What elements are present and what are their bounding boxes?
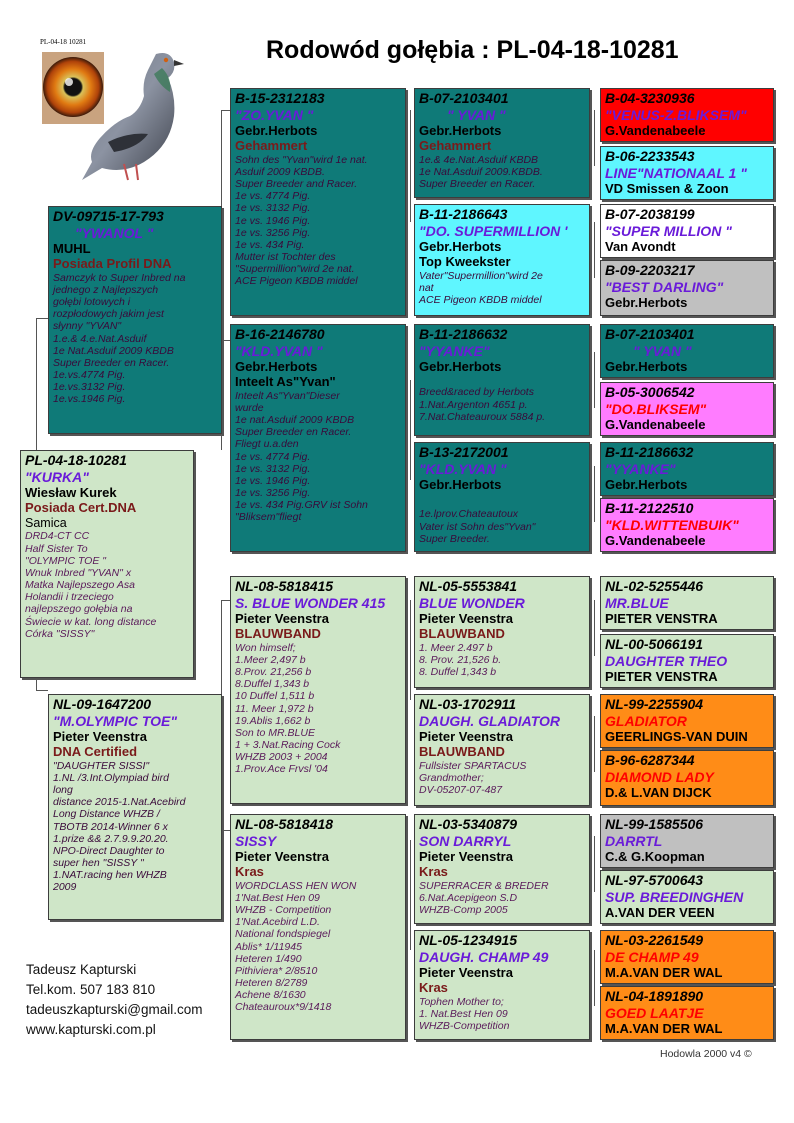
father-notes: Samczyk to Super Inbred na jednego z Najlepszych gołębi lotowych i rozpłodowych jakim jest słynny "YVAN" 1.e.& 4.e.Nat.Asduif 1e Nat.Asduif 2009 KBDB Super Breeder en Racer. 1e.vs.4774 Pig. 1e.vs.3132 Pig. 1e.vs.1946 Pig. [53, 271, 186, 406]
g4-ring: NL-04-1891890 [605, 988, 704, 1004]
subject-sex: Samica [25, 515, 67, 530]
mother-owner: Pieter Veenstra [53, 729, 147, 745]
mother-dna: DNA Certified [53, 744, 138, 760]
g4-owner: Gebr.Herbots [605, 295, 688, 311]
g4-owner: PIETER VENSTRA [605, 669, 718, 685]
ffm-owner2: Top Kweekster [419, 254, 511, 270]
mff-card[interactable] [414, 576, 590, 688]
fm-owner: Gebr.Herbots [235, 359, 318, 375]
ff-notes: Sohn des "Yvan"wird 1e nat. Asduif 2009 KBDB. Super Breeder and Racer. 1e vs. 4774 Pig. 1e vs. 3132 Pig. 1e vs. 1946 Pig. 1e vs. 3256 Pig. 1e vs. 434 Pig. Mutter ist Tochter des "Supermillion"wird 2e nat. ACE Pigeon KBDB middel [235, 153, 368, 288]
mfm-color: BLAUWBAND [419, 744, 505, 760]
g4-card-7[interactable] [600, 442, 774, 496]
g4-owner: M.A.VAN DER WAL [605, 1021, 723, 1037]
subject-pigeon-card[interactable] [20, 450, 194, 678]
ff-ring: B-15-2312183 [235, 90, 325, 106]
g4-ring: NL-02-5255446 [605, 578, 704, 594]
g4-owner: GEERLINGS-VAN DUIN [605, 729, 748, 745]
ffm-card[interactable] [414, 204, 590, 316]
fmf-card[interactable] [414, 324, 590, 436]
g4-card-10[interactable] [600, 634, 774, 688]
g4-owner: G.Vandenabeele [605, 123, 706, 139]
mfm-name: DAUGH. GLADIATOR [419, 712, 561, 729]
g4-card-2[interactable] [600, 146, 774, 200]
ffm-owner: Gebr.Herbots [419, 239, 502, 255]
g4-name: GLADIATOR [605, 712, 687, 729]
contact-website[interactable]: www.kapturski.com.pl [26, 1022, 156, 1037]
mff-owner: Pieter Veenstra [419, 611, 513, 627]
father-dna: Posiada Profil DNA [53, 256, 172, 272]
mm-name: SISSY [235, 832, 277, 849]
mmm-notes: Tophen Mother to; 1. Nat.Best Hen 09 WHZB-Competition [419, 995, 510, 1033]
g4-name: MR.BLUE [605, 594, 669, 611]
g4-name: "BEST DARLING" [605, 278, 724, 295]
mm-owner: Pieter Veenstra [235, 849, 329, 865]
mm-notes: WORDCLASS HEN WON 1'Nat.Best Hen 09 WHZB - Competition 1'Nat.Acebird L.D. National fondspiegel Ablis* 1/11945 Heteren 1/490 Pithiviera* 2/8510 Heteren 8/2789 Achene 8/1630 Chateauroux*9/1418 [235, 879, 357, 1014]
subject-notes: DRD4-CT CC Half Sister To "OLYMPIC TOE " Wnuk Inbred "YVAN" x Matka Najlepszego Asa Holandii i trzeciego najlepszego gołębia na Świecie w kat. long distance Córka "SISSY" [25, 530, 157, 640]
contact-name: Tadeusz Kapturski [26, 962, 137, 977]
g4-name: DIAMOND LADY [605, 768, 714, 785]
g4-card-16[interactable] [600, 986, 774, 1040]
connector-line [221, 340, 230, 341]
mmf-name: SON DARRYL [419, 832, 512, 849]
fff-ring: B-07-2103401 [419, 90, 509, 106]
contact-phone: Tel.kom. 507 183 810 [26, 982, 156, 997]
g4-owner: A.VAN DER VEEN [605, 905, 715, 921]
g4-card-9[interactable] [600, 576, 774, 630]
fm-owner2: Inteelt As"Yvan" [235, 374, 336, 390]
g4-ring: NL-99-1585506 [605, 816, 704, 832]
g4-ring: B-11-2122510 [605, 500, 694, 516]
eye-image [42, 52, 104, 124]
connector-line [594, 352, 595, 408]
g4-owner: C.& G.Koopman [605, 849, 705, 865]
mf-color: BLAUWBAND [235, 626, 321, 642]
g4-ring: NL-97-5700643 [605, 872, 704, 888]
g4-ring: B-04-3230936 [605, 90, 695, 106]
ff-owner: Gebr.Herbots [235, 123, 318, 139]
father-ring: DV-09715-17-793 [53, 208, 164, 224]
g4-card-4[interactable] [600, 260, 774, 316]
fmf-name: "YYANKE" [419, 342, 490, 359]
subject-name: "KURKA" [25, 468, 89, 485]
fm-name: "KLD.YVAN " [235, 342, 323, 359]
mf-owner: Pieter Veenstra [235, 611, 329, 627]
connector-line [594, 110, 595, 166]
g4-name: "KLD.WITTENBUIK" [605, 516, 739, 533]
fff-owner2: Gehammert [419, 138, 492, 154]
fff-notes: 1e.& 4e.Nat.Asduif KBDB 1e Nat.Asduif 2009.KBDB. Super Breeder en Racer. [419, 153, 543, 191]
g4-owner: PIETER VENSTRA [605, 611, 718, 627]
mfm-ring: NL-03-1702911 [419, 696, 517, 712]
subject-owner: Wiesław Kurek [25, 485, 117, 501]
g4-ring: NL-03-2261549 [605, 932, 704, 948]
fmm-notes: 1e.lprov.Chateautoux Vater ist Sohn des"Yvan" Super Breeder. [419, 508, 536, 545]
father-name: "YWANOL " [75, 224, 154, 241]
connector-line [594, 466, 595, 522]
mmf-notes: SUPERRACER & BREDER 6.Nat.Acepigeon S.D WHZB-Comp 2005 [419, 879, 549, 917]
g4-card-15[interactable] [600, 930, 774, 984]
connector-line [410, 110, 411, 222]
father-owner: MUHL [53, 241, 91, 257]
g4-owner: VD Smissen & Zoon [605, 181, 729, 197]
sire-father-card[interactable] [230, 88, 406, 316]
dam-mother-card[interactable] [230, 814, 406, 1040]
mother-card[interactable] [48, 694, 222, 920]
g4-ring: B-09-2203217 [605, 262, 695, 278]
ff-owner2: Gehammert [235, 138, 308, 154]
g4-card-8[interactable] [600, 498, 774, 552]
fff-card[interactable] [414, 88, 590, 198]
mfm-card[interactable] [414, 694, 590, 806]
g4-card-13[interactable] [600, 814, 774, 868]
connector-line [221, 600, 230, 601]
fff-owner: Gebr.Herbots [419, 123, 502, 139]
g4-owner: G.Vandenabeele [605, 417, 706, 433]
connector-line [221, 830, 230, 831]
pigeon-photo [38, 46, 198, 186]
ffm-ring: B-11-2186643 [419, 206, 508, 222]
fmf-ring: B-11-2186632 [419, 326, 508, 342]
g4-name: SUP. BREEDINGHEN [605, 888, 744, 905]
g4-ring: B-07-2103401 [605, 326, 695, 342]
connector-line [594, 222, 595, 278]
fmm-card[interactable] [414, 442, 590, 552]
g4-card-14[interactable] [600, 870, 774, 924]
g4-name: "DO.BLIKSEM" [605, 400, 707, 417]
connector-line [594, 600, 595, 656]
ffm-name: "DO. SUPERMILLION ' [419, 222, 568, 239]
father-card[interactable] [48, 206, 222, 434]
g4-name: DAUGHTER THEO [605, 652, 728, 669]
g4-name: DE CHAMP 49 [605, 948, 699, 965]
g4-ring: B-07-2038199 [605, 206, 695, 222]
mff-name: BLUE WONDER [419, 594, 525, 611]
dam-father-card[interactable] [230, 576, 406, 804]
fmm-ring: B-13-2172001 [419, 444, 509, 460]
g4-name: "SUPER MILLION " [605, 222, 732, 239]
fm-ring: B-16-2146780 [235, 326, 325, 342]
g4-ring: B-06-2233543 [605, 148, 695, 164]
g4-ring: NL-00-5066191 [605, 636, 704, 652]
mmf-color: Kras [419, 864, 448, 880]
mm-ring: NL-08-5818418 [235, 816, 334, 832]
contact-email[interactable]: tadeuszkapturski@gmail.com [26, 1002, 203, 1017]
ffm-notes: Vater"Supermillion"wird 2e nat ACE Pigeon KBDB middel [419, 269, 543, 307]
page-title: Rodowód gołębia : PL-04-18-10281 [266, 36, 679, 64]
mff-ring: NL-05-5553841 [419, 578, 518, 594]
mmf-ring: NL-03-5340879 [419, 816, 518, 832]
g4-name: LINE"NATIONAAL 1 " [605, 164, 747, 181]
mmm-owner: Pieter Veenstra [419, 965, 513, 981]
g4-card-3[interactable] [600, 204, 774, 258]
mfm-notes: Fullsister SPARTACUS Grandmother; DV-05207-07-487 [419, 759, 527, 797]
connector-line [410, 600, 411, 700]
fm-notes: Inteelt As"Yvan"Dieser wurde 1e nat.Asduif 2009 KBDB Super Breeder en Racer. Fliegt u.a.den 1e vs. 4774 Pig. 1e vs. 3132 Pig. 1e vs. 1946 Pig. 1e vs. 3256 Pig. 1e vs. 434 Pig.GRV ist Sohn "Bliksem"fliegt [235, 389, 368, 524]
fmm-owner: Gebr.Herbots [419, 477, 502, 493]
connector-line [410, 840, 411, 950]
g4-owner: Van Avondt [605, 239, 676, 255]
mmm-ring: NL-05-1234915 [419, 932, 518, 948]
fmm-name: "KLD.YVAN " [419, 460, 507, 477]
connector-line [36, 318, 48, 319]
mff-notes: 1. Meer 2.497 b 8. Prov. 21,526 b. 8. Duffel 1,343 b [419, 641, 502, 679]
g4-owner: G.Vandenabeele [605, 533, 706, 549]
g4-ring: B-05-3006542 [605, 384, 695, 400]
g4-ring: B-11-2186632 [605, 444, 694, 460]
g4-card-11[interactable] [600, 694, 774, 748]
mfm-owner: Pieter Veenstra [419, 729, 513, 745]
g4-ring: NL-99-2255904 [605, 696, 704, 712]
footer-version: Hodowla 2000 v4 © [660, 1048, 752, 1060]
mother-ring: NL-09-1647200 [53, 696, 152, 712]
subject-ring: PL-04-18-10281 [25, 452, 127, 468]
g4-card-12[interactable] [600, 750, 774, 806]
sire-mother-card[interactable] [230, 324, 406, 552]
subject-dna: Posiada Cert.DNA [25, 500, 137, 516]
mmf-card[interactable] [414, 814, 590, 924]
g4-owner: Gebr.Herbots [605, 359, 688, 375]
fff-name: " YVAN " [447, 106, 506, 123]
g4-card-1[interactable] [600, 88, 774, 142]
g4-name: " YVAN " [633, 342, 692, 359]
mother-notes: "DAUGHTER SISSI" 1.NL /3.Int.Olympiad bird long distance 2015-1.Nat.Acebird Long Distance WHZB / TBOTB 2014-Winner 6 x 1.prize && 2.7.9.9.20.20. NPO-Direct Daughter to super hen "SISSY " 1.NAT.racing hen WHZB 2009 [53, 759, 186, 894]
mmm-card[interactable] [414, 930, 590, 1040]
g4-owner: Gebr.Herbots [605, 477, 688, 493]
connector-line [36, 690, 48, 691]
mmf-owner: Pieter Veenstra [419, 849, 513, 865]
mmm-name: DAUGH. CHAMP 49 [419, 948, 549, 965]
g4-name: "VENUS-Z.BLIKSEM" [605, 106, 747, 123]
mother-name: "M.OLYMPIC TOE" [53, 712, 177, 729]
mf-ring: NL-08-5818415 [235, 578, 334, 594]
connector-line [410, 380, 411, 480]
fmf-owner: Gebr.Herbots [419, 359, 502, 375]
ff-name: "ZO.YVAN " [235, 106, 314, 123]
g4-name: "YYANKE" [605, 460, 676, 477]
connector-line [594, 836, 595, 892]
mf-name: S. BLUE WONDER 415 [235, 594, 386, 611]
g4-name: GOED LAATJE [605, 1004, 704, 1021]
connector-line [221, 110, 230, 111]
g4-owner: D.& L.VAN DIJCK [605, 785, 712, 801]
g4-card-5[interactable] [600, 324, 774, 378]
g4-ring: B-96-6287344 [605, 752, 695, 768]
g4-owner: M.A.VAN DER WAL [605, 965, 723, 981]
g4-card-6[interactable] [600, 382, 774, 436]
mff-color: BLAUWBAND [419, 626, 505, 642]
photo-label: PL-04-18 10281 [40, 38, 87, 46]
fmf-notes: Breed&raced by Herbots 1.Nat.Argenton 4651 p. 7.Nat.Chateauroux 5884 p. [419, 386, 546, 423]
connector-line [594, 950, 595, 1006]
mf-notes: Won himself; 1.Meer 2,497 b 8.Prov. 21,256 b 8.Duffel 1,343 b 10 Duffel 1,511 b 11. Meer 1,972 b 19.Ablis 1,662 b Son to MR.BLUE 1 + 3.Nat.Racing Cock WHZB 2003 + 2004 1.Prov.Ace Frvsl '04 [235, 641, 341, 776]
connector-line [594, 716, 595, 772]
g4-name: DARRTL [605, 832, 663, 849]
mmm-color: Kras [419, 980, 448, 996]
mm-color: Kras [235, 864, 264, 880]
